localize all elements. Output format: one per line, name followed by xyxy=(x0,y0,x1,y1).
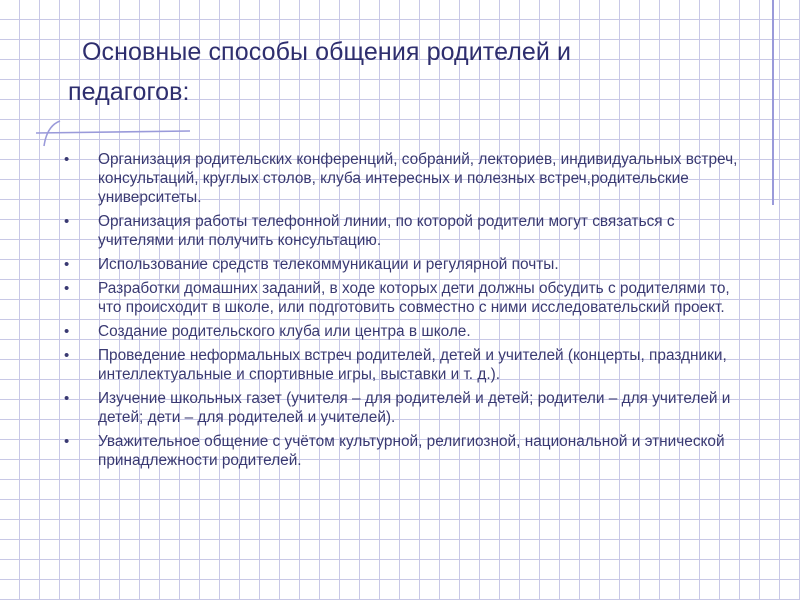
bullet-icon: • xyxy=(64,390,70,407)
list-item xyxy=(62,346,752,384)
list-item-text: Создание родительского клуба или центра в школе. xyxy=(98,323,471,340)
bullet-list xyxy=(62,150,752,475)
title-line-2: педагогов: xyxy=(68,78,190,106)
list-item-text: Использование средств телекоммуникации и регулярной почты. xyxy=(98,256,559,273)
bullet-icon: • xyxy=(64,347,70,364)
list-item-text: Организация работы телефонной линии, по которой родители могут связаться с учителями или получить консультацию. xyxy=(98,213,675,249)
list-item xyxy=(62,432,752,470)
bullet-icon: • xyxy=(64,256,70,273)
bullet-icon: • xyxy=(64,151,70,168)
list-item xyxy=(62,322,752,341)
bullet-icon: • xyxy=(64,433,70,450)
list-item-text: Разработки домашних заданий, в ходе которых дети должны обсудить с родителями то, что происходит в школе, или подготовить совместно с ними исследовательский проект. xyxy=(98,280,730,316)
horizontal-stroke-under-title xyxy=(36,131,190,133)
title-line-1: Основные способы общения родителей и xyxy=(82,38,572,66)
curl-stroke xyxy=(44,121,60,146)
list-item-text: Уважительное общение с учётом культурной, религиозной, национальной и этнической принадлежности родителей. xyxy=(98,433,725,469)
list-item xyxy=(62,255,752,274)
list-item xyxy=(62,279,752,317)
slide-title xyxy=(68,32,668,112)
bullet-icon: • xyxy=(64,323,70,340)
bullet-icon: • xyxy=(64,213,70,230)
list-item-text: Организация родительских конференций, собраний, лекториев, индивидуальных встреч, консультаций, круглых столов, клуба интересных и полезных встреч,родительские университеты. xyxy=(98,151,738,206)
list-item xyxy=(62,150,752,207)
list-item xyxy=(62,212,752,250)
bullet-icon: • xyxy=(64,280,70,297)
list-item-text: Проведение неформальных встреч родителей, детей и учителей (концерты, праздники, интеллектуальные и спортивные игры, выставки и т. д.). xyxy=(98,347,727,383)
list-item-text: Изучение школьных газет (учителя – для родителей и детей; родители – для учителей и детей; дети – для родителей и учителей). xyxy=(98,390,731,426)
list-item xyxy=(62,389,752,427)
